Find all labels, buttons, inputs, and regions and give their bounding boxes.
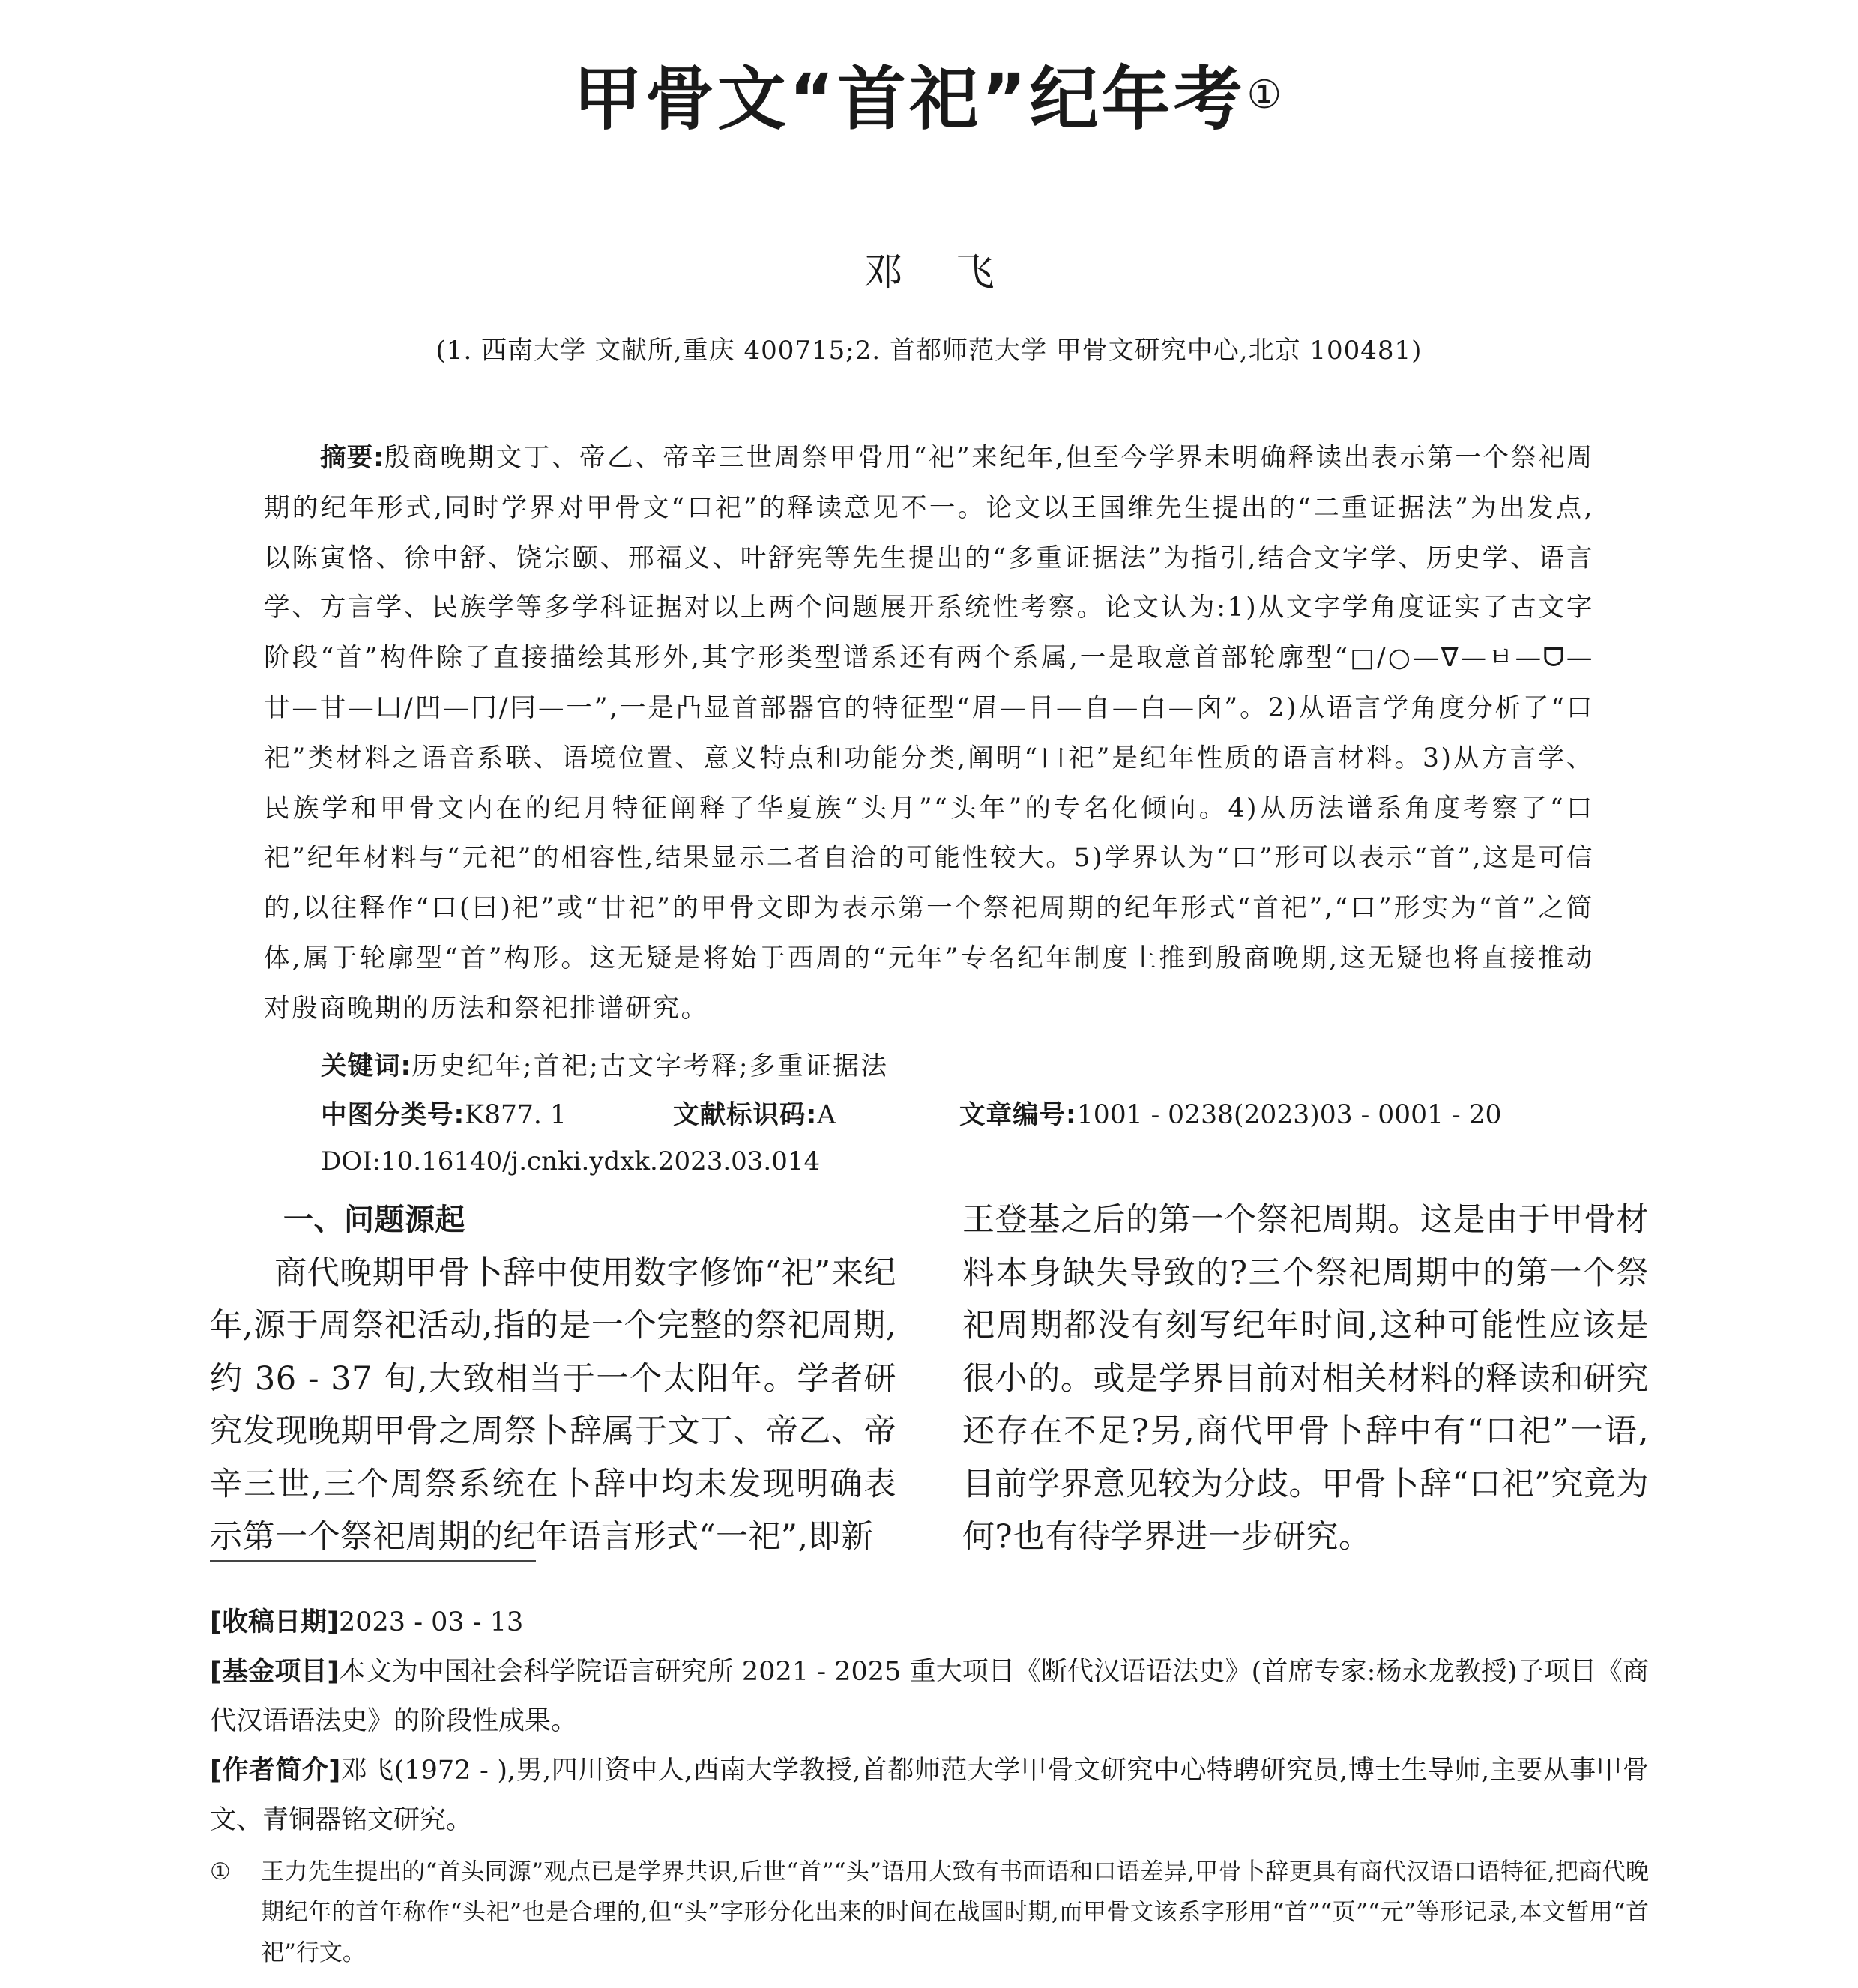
fund-value: 本文为中国社会科学院语言研究所 2021 - 2025 重大项目《断代汉语语法史》(首席专家:杨永龙教授)子项目《商代汉语语法史》的阶段性成果。	[210, 1657, 1649, 1736]
received-label: [收稿日期]	[210, 1607, 339, 1637]
clc-value: K877. 1	[465, 1100, 567, 1130]
article-number	[959, 1093, 1502, 1137]
paper-title	[0, 58, 1858, 141]
author-name: 邓飞	[863, 250, 1047, 295]
footnote-divider	[210, 1560, 536, 1562]
abstract-label: 摘要:	[320, 443, 384, 473]
received-value: 2023 - 03 - 13	[339, 1607, 524, 1637]
author-bio	[210, 1746, 1649, 1845]
doc-label: 文献标识码:	[673, 1100, 818, 1130]
keywords	[321, 1044, 889, 1089]
author-bio-label: [作者简介]	[210, 1756, 341, 1786]
abstract	[264, 433, 1594, 1034]
section-heading: 一、问题源起	[283, 1203, 465, 1237]
fund-label: [基金项目]	[210, 1657, 340, 1687]
body-text-left: 商代晚期甲骨卜辞中使用数字修饰“祀”来纪年,源于周祭祀活动,指的是一个完整的祭祀周期,约 36 - 37 旬,大致相当于一个太阳年。学者研究发现晚期甲骨之周祭卜辞属于文丁、帝乙、帝辛三世,三个周祭系统在卜辞中均未发现明确表示第一个祭祀周期的纪年语言形式“一祀”,即新	[210, 1254, 896, 1556]
footnote-mark: ①	[210, 1858, 231, 1885]
clc-number	[321, 1093, 567, 1137]
author-affiliation: (1. 西南大学 文献所,重庆 400715;2. 首都师范大学 甲骨文研究中心,北京 100481)	[435, 336, 1423, 366]
document-code	[673, 1093, 836, 1137]
title-text: 甲骨文“首祀”纪年考	[573, 59, 1246, 139]
fund-project	[210, 1647, 1649, 1746]
body-column-right: 王登基之后的第一个祭祀周期。这是由于甲骨材料本身缺失导致的?三个祭祀周期中的第一个祭祀周期都没有刻写纪年时间,这种可能性应该是很小的。或是学界目前对相关材料的释读和研究还存在不足?另,商代甲骨卜辞中有“口祀”一语,目前学界意见较为分歧。甲骨卜辞“口祀”究竟为何?也有待学界进一步研究。	[962, 1201, 1649, 1556]
article-value: 1001 - 0238(2023)03 - 0001 - 20	[1076, 1100, 1502, 1130]
keywords-label: 关键词:	[321, 1051, 412, 1081]
article-label: 文章编号:	[959, 1100, 1077, 1130]
abstract-text: 殷商晚期文丁、帝乙、帝辛三世周祭甲骨用“祀”来纪年,但至今学界未明确释读出表示第一个祭祀周期的纪年形式,同时学界对甲骨文“口祀”的释读意见不一。论文以王国维先生提出的“二重证据法”为出发点,以陈寅恪、徐中舒、饶宗颐、邢福义、叶舒宪等先生提出的“多重证据法”为指引,结合文字学、历史学、语言学、方言学、民族学等多学科证据对以上两个问题展开系统性考察。论文认为:1)从文字学角度证实了古文字阶段“首”构件除了直接描绘其形外,其字形类型谱系还有两个系属,一是取意首部轮廓型“□/○—ᐁ—ㅂ—ᗜ—廿—甘—凵/凹—冂/冃—一”,一是凸显首部器官的特征型“眉—目—自—白—囟”。2)从语言学角度分析了“口祀”类材料之语音系联、语境位置、意义特点和功能分类,阐明“口祀”是纪年性质的语言材料。3)从方言学、民族学和甲骨文内在的纪月特征阐释了华夏族“头月”“头年”的专名化倾向。4)从历法谱系角度考察了“口祀”纪年材料与“元祀”的相容性,结果显示二者自洽的可能性较大。5)学界认为“口”形可以表示“首”,这是可信的,以往释作“口(曰)祀”或“廿祀”的甲骨文即为表示第一个祭祀周期的纪年形式“首祀”,“口”形实为“首”之简体,属于轮廓型“首”构形。这无疑是将始于西周的“元年”专名纪年制度上推到殷商晚期,这无疑也将直接推动对殷商晚期的历法和祭祀排谱研究。	[264, 443, 1594, 1024]
author-bio-value: 邓飞(1972 - ),男,四川资中人,西南大学教授,首都师范大学甲骨文研究中心特聘研究员,博士生导师,主要从事甲骨文、青铜器铭文研究。	[210, 1756, 1649, 1835]
footnote-text: 王力先生提出的“首头同源”观点已是学界共识,后世“首”“头”语用大致有书面语和口语差异,甲骨卜辞更具有商代汉语口语特征,把商代晚期纪年的首年称作“头祀”也是合理的,但“头”字形分化出来的时间在战国时期,而甲骨文该系字形用“首”“页”“元”等形记录,本文暂用“首祀”行文。	[261, 1858, 1649, 1966]
article-notes	[210, 1598, 1649, 1845]
doi: DOI:10.16140/j.cnki.ydxk.2023.03.014	[321, 1146, 821, 1176]
keywords-text: 历史纪年;首祀;古文字考释;多重证据法	[411, 1051, 889, 1081]
title-footnote-mark: ①	[1246, 73, 1285, 118]
doc-value: A	[817, 1100, 836, 1130]
body-paragraph-left	[210, 1247, 896, 1564]
received-date	[210, 1598, 1649, 1647]
body-column-left	[210, 1194, 896, 1564]
footnote	[210, 1852, 1649, 1973]
clc-label: 中图分类号:	[321, 1100, 465, 1130]
